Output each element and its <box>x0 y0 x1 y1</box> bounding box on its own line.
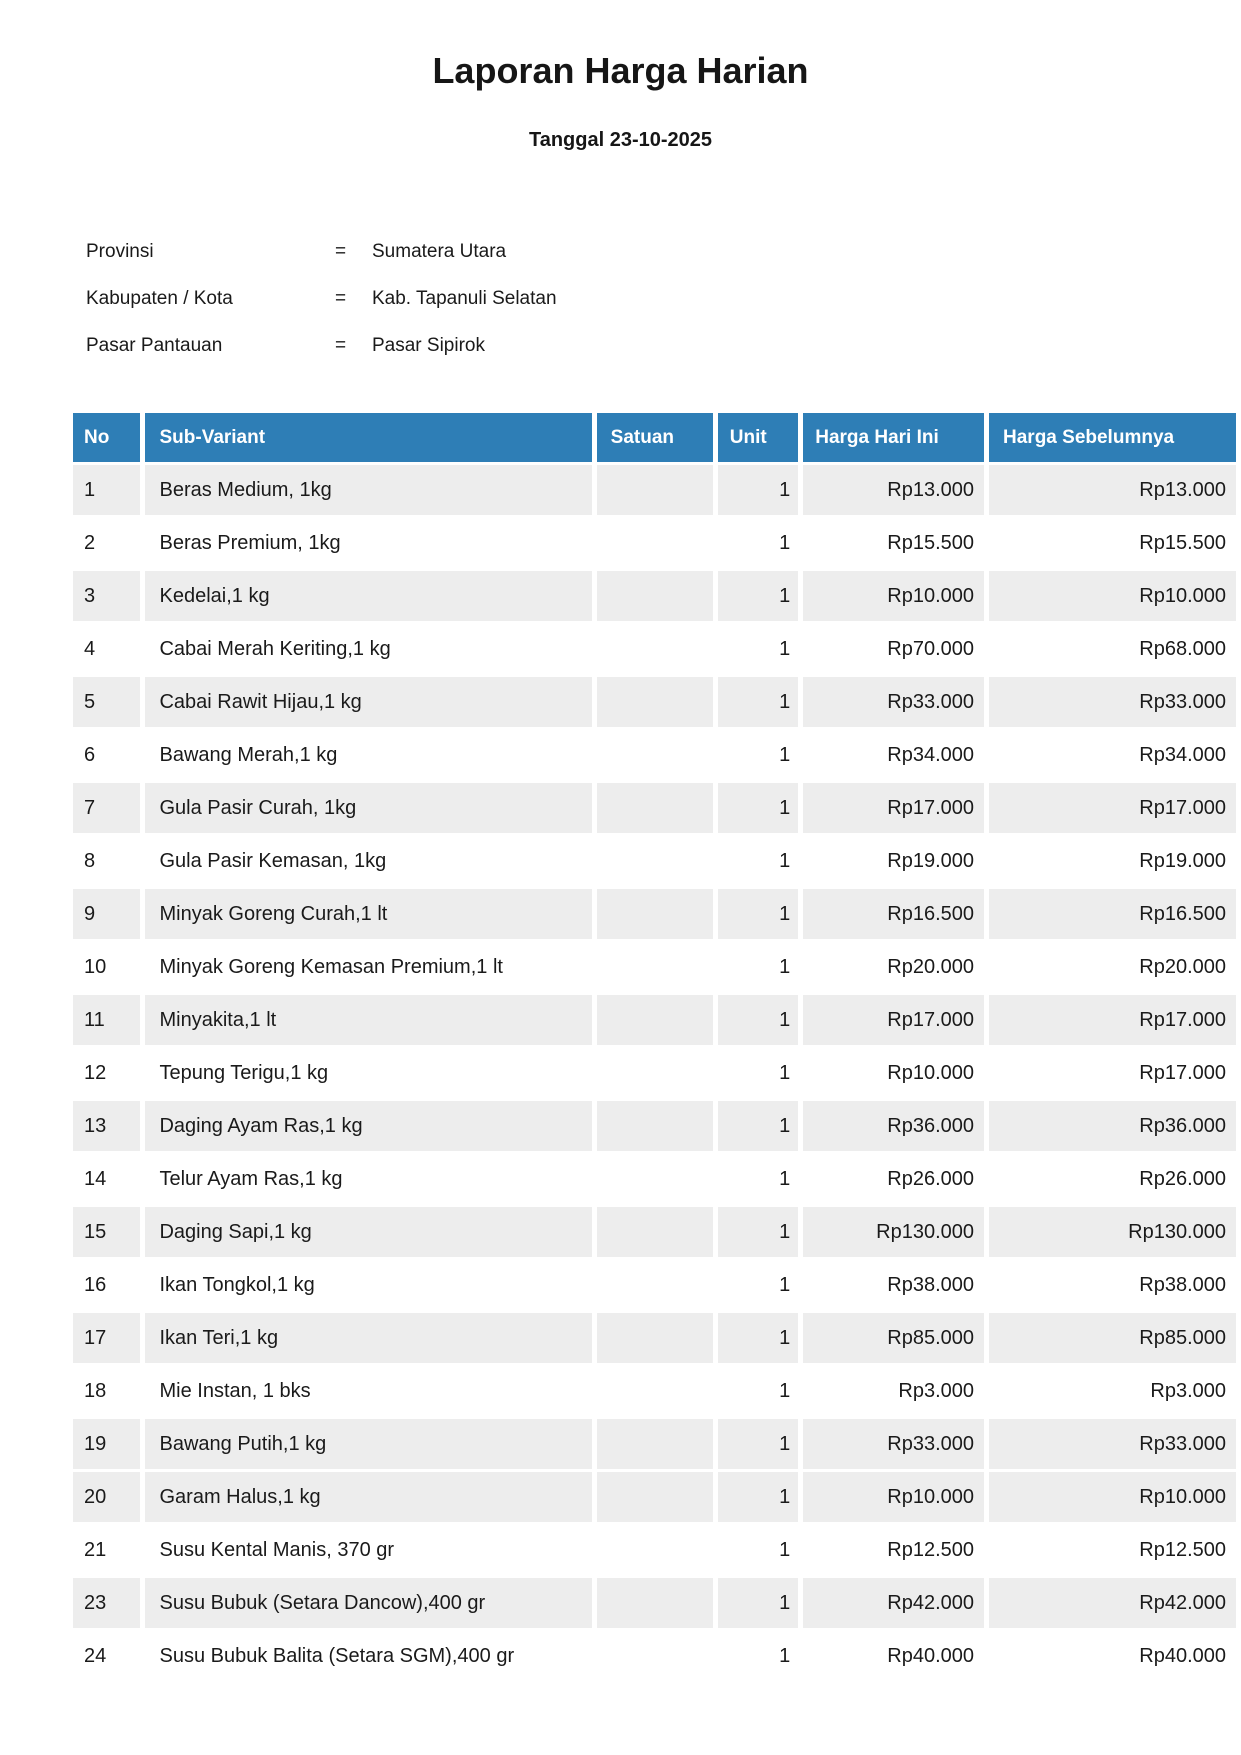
cell-harga-hari-ini: Rp33.000 <box>803 677 984 727</box>
cell-sub-variant: Bawang Putih,1 kg <box>145 1419 591 1469</box>
cell-harga-hari-ini: Rp36.000 <box>803 1101 984 1151</box>
cell-satuan <box>597 942 713 992</box>
cell-unit: 1 <box>718 1419 798 1469</box>
cell-satuan <box>597 1631 713 1681</box>
cell-harga-sebelumnya: Rp33.000 <box>989 677 1236 727</box>
cell-satuan <box>597 1472 713 1522</box>
cell-unit: 1 <box>718 677 798 727</box>
cell-sub-variant: Minyak Goreng Curah,1 lt <box>145 889 591 939</box>
cell-unit: 1 <box>718 1631 798 1681</box>
cell-sub-variant: Kedelai,1 kg <box>145 571 591 621</box>
cell-harga-sebelumnya: Rp26.000 <box>989 1154 1236 1204</box>
cell-no: 2 <box>73 518 140 568</box>
equals-sign: = <box>335 240 347 262</box>
cell-satuan <box>597 677 713 727</box>
cell-harga-sebelumnya: Rp15.500 <box>989 518 1236 568</box>
cell-harga-sebelumnya: Rp33.000 <box>989 1419 1236 1469</box>
meta-label: Kabupaten / Kota <box>86 287 233 309</box>
table-row <box>73 995 1236 1045</box>
price-table-body <box>73 465 1236 1681</box>
cell-satuan <box>597 1101 713 1151</box>
meta-row-0 <box>86 228 1241 275</box>
table-row <box>73 1366 1236 1416</box>
cell-satuan <box>597 1419 713 1469</box>
table-row <box>73 783 1236 833</box>
cell-satuan <box>597 1154 713 1204</box>
cell-no: 20 <box>73 1472 140 1522</box>
cell-harga-hari-ini: Rp85.000 <box>803 1313 984 1363</box>
cell-unit: 1 <box>718 836 798 886</box>
cell-harga-hari-ini: Rp20.000 <box>803 942 984 992</box>
cell-sub-variant: Minyakita,1 lt <box>145 995 591 1045</box>
table-row <box>73 889 1236 939</box>
table-row <box>73 1207 1236 1257</box>
page-title: Laporan Harga Harian <box>432 50 809 91</box>
cell-harga-sebelumnya: Rp68.000 <box>989 624 1236 674</box>
meta-value: Sumatera Utara <box>372 240 507 262</box>
cell-harga-sebelumnya: Rp17.000 <box>989 783 1236 833</box>
cell-sub-variant: Susu Kental Manis, 370 gr <box>145 1525 591 1575</box>
cell-harga-sebelumnya: Rp85.000 <box>989 1313 1236 1363</box>
cell-unit: 1 <box>718 1260 798 1310</box>
cell-harga-sebelumnya: Rp3.000 <box>989 1366 1236 1416</box>
cell-harga-hari-ini: Rp10.000 <box>803 571 984 621</box>
cell-harga-hari-ini: Rp26.000 <box>803 1154 984 1204</box>
column-header-no: No <box>73 413 140 462</box>
cell-harga-sebelumnya: Rp34.000 <box>989 730 1236 780</box>
price-table <box>68 410 1241 1684</box>
cell-sub-variant: Beras Premium, 1kg <box>145 518 591 568</box>
cell-satuan <box>597 1578 713 1628</box>
cell-harga-sebelumnya: Rp16.500 <box>989 889 1236 939</box>
cell-no: 1 <box>73 465 140 515</box>
table-row <box>73 1313 1236 1363</box>
cell-no: 8 <box>73 836 140 886</box>
cell-unit: 1 <box>718 1472 798 1522</box>
cell-no: 4 <box>73 624 140 674</box>
cell-unit: 1 <box>718 1313 798 1363</box>
cell-unit: 1 <box>718 465 798 515</box>
column-header-satuan: Satuan <box>597 413 713 462</box>
cell-sub-variant: Susu Bubuk (Setara Dancow),400 gr <box>145 1578 591 1628</box>
cell-unit: 1 <box>718 1048 798 1098</box>
table-row <box>73 1419 1236 1469</box>
cell-harga-sebelumnya: Rp40.000 <box>989 1631 1236 1681</box>
cell-harga-hari-ini: Rp10.000 <box>803 1472 984 1522</box>
cell-harga-hari-ini: Rp15.500 <box>803 518 984 568</box>
cell-unit: 1 <box>718 1207 798 1257</box>
table-row <box>73 1154 1236 1204</box>
meta-value: Kab. Tapanuli Selatan <box>372 287 557 309</box>
cell-no: 21 <box>73 1525 140 1575</box>
cell-sub-variant: Cabai Merah Keriting,1 kg <box>145 624 591 674</box>
cell-harga-sebelumnya: Rp42.000 <box>989 1578 1236 1628</box>
cell-unit: 1 <box>718 942 798 992</box>
table-row <box>73 1631 1236 1681</box>
table-row <box>73 1101 1236 1151</box>
cell-sub-variant: Mie Instan, 1 bks <box>145 1366 591 1416</box>
meta-row-1 <box>86 275 1241 322</box>
column-header-harga-hari-ini: Harga Hari Ini <box>803 413 984 462</box>
cell-harga-sebelumnya: Rp13.000 <box>989 465 1236 515</box>
cell-no: 9 <box>73 889 140 939</box>
cell-unit: 1 <box>718 1154 798 1204</box>
cell-satuan <box>597 571 713 621</box>
cell-no: 19 <box>73 1419 140 1469</box>
cell-harga-sebelumnya: Rp38.000 <box>989 1260 1236 1310</box>
report-date: Tanggal 23-10-2025 <box>528 129 713 151</box>
cell-harga-hari-ini: Rp130.000 <box>803 1207 984 1257</box>
cell-harga-hari-ini: Rp17.000 <box>803 995 984 1045</box>
cell-unit: 1 <box>718 1366 798 1416</box>
cell-no: 16 <box>73 1260 140 1310</box>
column-header-harga-sebelumnya: Harga Sebelumnya <box>989 413 1236 462</box>
table-row <box>73 1472 1236 1522</box>
table-row <box>73 571 1236 621</box>
cell-satuan <box>597 1313 713 1363</box>
meta-block <box>86 228 1241 369</box>
cell-harga-hari-ini: Rp12.500 <box>803 1525 984 1575</box>
cell-harga-sebelumnya: Rp17.000 <box>989 1048 1236 1098</box>
equals-sign: = <box>335 334 347 356</box>
cell-satuan <box>597 836 713 886</box>
cell-satuan <box>597 1207 713 1257</box>
cell-sub-variant: Daging Ayam Ras,1 kg <box>145 1101 591 1151</box>
meta-value: Pasar Sipirok <box>372 334 485 356</box>
cell-harga-hari-ini: Rp70.000 <box>803 624 984 674</box>
cell-unit: 1 <box>718 783 798 833</box>
table-row <box>73 1048 1236 1098</box>
cell-harga-hari-ini: Rp42.000 <box>803 1578 984 1628</box>
cell-no: 13 <box>73 1101 140 1151</box>
table-row <box>73 942 1236 992</box>
column-header-unit: Unit <box>718 413 798 462</box>
cell-no: 14 <box>73 1154 140 1204</box>
cell-harga-sebelumnya: Rp36.000 <box>989 1101 1236 1151</box>
cell-harga-sebelumnya: Rp20.000 <box>989 942 1236 992</box>
header-row <box>73 413 1236 462</box>
table-row <box>73 836 1236 886</box>
meta-label: Provinsi <box>86 240 154 262</box>
cell-sub-variant: Beras Medium, 1kg <box>145 465 591 515</box>
cell-no: 10 <box>73 942 140 992</box>
cell-harga-hari-ini: Rp3.000 <box>803 1366 984 1416</box>
cell-no: 11 <box>73 995 140 1045</box>
price-table-header <box>73 413 1236 462</box>
cell-harga-hari-ini: Rp13.000 <box>803 465 984 515</box>
table-row <box>73 1578 1236 1628</box>
cell-satuan <box>597 730 713 780</box>
cell-unit: 1 <box>718 1101 798 1151</box>
cell-unit: 1 <box>718 571 798 621</box>
cell-no: 7 <box>73 783 140 833</box>
cell-sub-variant: Minyak Goreng Kemasan Premium,1 lt <box>145 942 591 992</box>
cell-harga-sebelumnya: Rp10.000 <box>989 571 1236 621</box>
cell-no: 24 <box>73 1631 140 1681</box>
table-row <box>73 624 1236 674</box>
cell-unit: 1 <box>718 995 798 1045</box>
cell-sub-variant: Susu Bubuk Balita (Setara SGM),400 gr <box>145 1631 591 1681</box>
cell-no: 6 <box>73 730 140 780</box>
cell-sub-variant: Bawang Merah,1 kg <box>145 730 591 780</box>
table-row <box>73 1260 1236 1310</box>
table-row <box>73 1525 1236 1575</box>
cell-satuan <box>597 889 713 939</box>
cell-harga-hari-ini: Rp16.500 <box>803 889 984 939</box>
cell-no: 5 <box>73 677 140 727</box>
cell-harga-hari-ini: Rp17.000 <box>803 783 984 833</box>
cell-sub-variant: Cabai Rawit Hijau,1 kg <box>145 677 591 727</box>
cell-harga-sebelumnya: Rp19.000 <box>989 836 1236 886</box>
cell-no: 18 <box>73 1366 140 1416</box>
column-header-sub-variant: Sub-Variant <box>145 413 591 462</box>
cell-unit: 1 <box>718 1578 798 1628</box>
table-row <box>73 730 1236 780</box>
cell-unit: 1 <box>718 889 798 939</box>
cell-sub-variant: Telur Ayam Ras,1 kg <box>145 1154 591 1204</box>
cell-sub-variant: Garam Halus,1 kg <box>145 1472 591 1522</box>
cell-sub-variant: Ikan Tongkol,1 kg <box>145 1260 591 1310</box>
cell-sub-variant: Ikan Teri,1 kg <box>145 1313 591 1363</box>
cell-no: 15 <box>73 1207 140 1257</box>
cell-unit: 1 <box>718 730 798 780</box>
cell-unit: 1 <box>718 1525 798 1575</box>
cell-harga-hari-ini: Rp38.000 <box>803 1260 984 1310</box>
cell-no: 12 <box>73 1048 140 1098</box>
table-row <box>73 465 1236 515</box>
cell-satuan <box>597 1260 713 1310</box>
cell-satuan <box>597 1525 713 1575</box>
table-row <box>73 518 1236 568</box>
cell-satuan <box>597 1048 713 1098</box>
cell-no: 17 <box>73 1313 140 1363</box>
cell-harga-sebelumnya: Rp12.500 <box>989 1525 1236 1575</box>
cell-harga-sebelumnya: Rp10.000 <box>989 1472 1236 1522</box>
cell-harga-hari-ini: Rp40.000 <box>803 1631 984 1681</box>
cell-sub-variant: Gula Pasir Kemasan, 1kg <box>145 836 591 886</box>
cell-harga-hari-ini: Rp19.000 <box>803 836 984 886</box>
equals-sign: = <box>335 287 347 309</box>
cell-no: 3 <box>73 571 140 621</box>
cell-satuan <box>597 1366 713 1416</box>
table-row <box>73 677 1236 727</box>
cell-satuan <box>597 518 713 568</box>
cell-no: 23 <box>73 1578 140 1628</box>
cell-harga-sebelumnya: Rp130.000 <box>989 1207 1236 1257</box>
cell-sub-variant: Daging Sapi,1 kg <box>145 1207 591 1257</box>
cell-sub-variant: Tepung Terigu,1 kg <box>145 1048 591 1098</box>
cell-harga-hari-ini: Rp10.000 <box>803 1048 984 1098</box>
cell-satuan <box>597 624 713 674</box>
meta-label: Pasar Pantauan <box>86 334 223 356</box>
cell-unit: 1 <box>718 624 798 674</box>
cell-harga-hari-ini: Rp33.000 <box>803 1419 984 1469</box>
meta-row-2 <box>86 322 1241 369</box>
cell-sub-variant: Gula Pasir Curah, 1kg <box>145 783 591 833</box>
cell-unit: 1 <box>718 518 798 568</box>
cell-satuan <box>597 783 713 833</box>
cell-harga-sebelumnya: Rp17.000 <box>989 995 1236 1045</box>
cell-harga-hari-ini: Rp34.000 <box>803 730 984 780</box>
cell-satuan <box>597 465 713 515</box>
cell-satuan <box>597 995 713 1045</box>
